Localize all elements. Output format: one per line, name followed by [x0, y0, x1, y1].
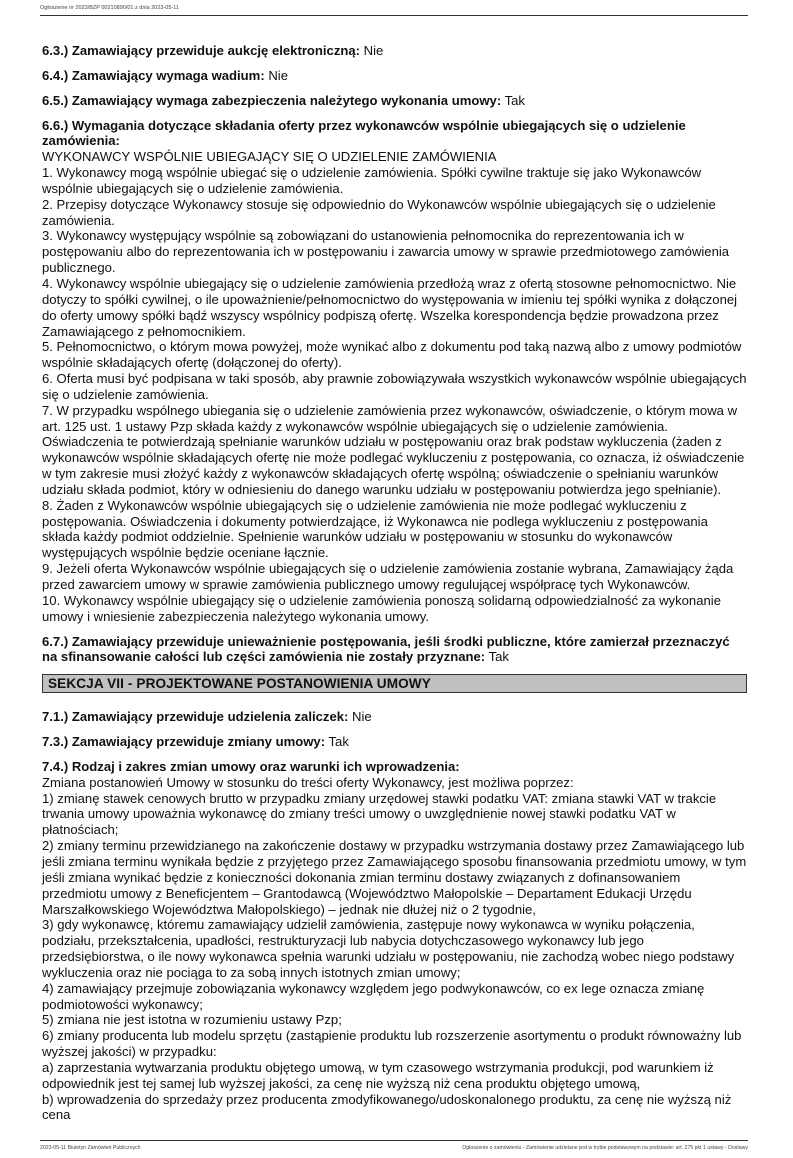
- item-7-1: [42, 709, 748, 725]
- item-value: Tak: [488, 649, 509, 665]
- item-6-4: [42, 68, 748, 84]
- paragraph: Zmiana postanowień Umowy w stosunku do treści oferty Wykonawcy, jest możliwa poprzez:: [42, 774, 574, 790]
- paragraph: 4. Wykonawcy wspólnie ubiegający się o udzielenie zamówienia przedłożą wraz z ofertą stosowne pełnomocnictwo. Nie dotyczy to spółki cywilnej, o ile upoważnienie/pełnomocnictwo do występowania w imieniu tej spółki wynika z dołączonej do oferty umowy spółki bądź wszyscy wspólnicy podpiszą ofertę. Wszelka korespondencja będzie prowadzona przez Zamawiającego z pełnomocnikiem.: [42, 275, 738, 339]
- item-value: Nie: [268, 67, 288, 83]
- paragraph: 10. Wykonawcy wspólnie ubiegający się o udzielenie zamówienia ponoszą solidarną odpowiedzialność za wykonanie umowy i wniesienie zabezpieczenia należytego wykonania umowy.: [42, 592, 721, 624]
- paragraph: 3. Wykonawcy występujący wspólnie są zobowiązani do ustanowienia pełnomocnika do reprezentowania ich w postępowaniu albo do reprezentowania ich w postępowaniu i zawarcia umowy w sprawie przedmiotowego zamówienia publicznego.: [42, 228, 730, 276]
- paragraph: b) wprowadzenia do sprzedaży przez producenta zmodyfikowanego/udoskonalonego produktu, za cenę nie wyższą niż cena: [42, 1091, 732, 1123]
- paragraph: WYKONAWCY WSPÓLNIE UBIEGAJĄCY SIĘ O UDZIELENIE ZAMÓWIENIA: [42, 149, 497, 165]
- paragraph: 5. Pełnomocnictwo, o którym mowa powyżej, może wynikać albo z dokumentu pod taką nazwą albo z umowy podmiotów wspólnie składających ofertę (dołączonej do oferty).: [42, 339, 742, 371]
- item-value: Nie: [352, 709, 372, 725]
- section-header: SEKCJA VII - PROJEKTOWANE POSTANOWIENIA UMOWY: [42, 674, 747, 693]
- item-label: 7.1.) Zamawiający przewiduje udzielenia zaliczek:: [42, 709, 349, 725]
- paragraph: a) zaprzestania wytwarzania produktu objętego umową, w tym czasowego wstrzymania produkcji, pod warunkiem iż odpowiednik jest tej samej lub wyższej jakości, za cenę nie wyższą niż cena produktu objętego umową,: [42, 1059, 714, 1091]
- item-label: 6.6.) Wymagania dotyczące składania oferty przez wykonawców wspólnie ubiegających się o udzielenie zamówienia:: [42, 117, 686, 149]
- paragraph: 7. W przypadku wspólnego ubiegania się o udzielenie zamówienia przez wykonawców, oświadczenie, o którym mowa w art. 125 ust. 1 ustawy Pzp składa każdy z wykonawców wspólnie ubiegających się o udzielenie zamówienia. Oświadczenia te potwierdzają spełnianie warunków udziału w postępowaniu oraz brak podstaw wykluczenia (żaden z wykonawców wspólnie składających ofertę nie może podlegać wykluczeniu z postępowania, co oznacza, iż oświadczenie w tym zakresie musi złożyć każdy z wykonawców składających ofertę wspólną; oświadczenie o spełnianiu warunków udziału składa podmiot, który w odniesieniu do danego warunku udziału w postępowaniu potwierdza jego spełnianie).: [42, 402, 745, 497]
- paragraph: 5) zmiana nie jest istotna w rozumieniu ustawy Pzp;: [42, 1012, 342, 1028]
- paragraph: 2. Przepisy dotyczące Wykonawcy stosuje się odpowiednio do Wykonawców wspólnie ubiegających się o udzielenie zamówienia.: [42, 196, 716, 228]
- item-label: 7.4.) Rodzaj i zakres zmian umowy oraz warunki ich wprowadzenia:: [42, 758, 460, 774]
- paragraph: 1. Wykonawcy mogą wspólnie ubiegać się o udzielenie zamówienia. Spółki cywilne traktuje się jako Wykonawców wspólnie ubiegających się o udzielenie zamówienia.: [42, 165, 702, 196]
- paragraph: 6) zmiany producenta lub modelu sprzętu (zastąpienie produktu lub rozszerzenie asortymentu o produkt równoważny lub wyższej jakości) w przypadku:: [42, 1028, 742, 1060]
- item-7-3: [42, 734, 748, 750]
- item-label: 6.3.) Zamawiający przewiduje aukcję elektroniczną:: [42, 43, 361, 58]
- page-spacer: [0, 1132, 793, 1140]
- item-6-6: [42, 118, 748, 625]
- paragraph: 2) zmiany terminu przewidzianego na zakończenie dostawy w przypadku wstrzymania dostawy przez Zamawiającego lub jeśli zmiana terminu wynikała będzie z przyjętego przez Zamawiającego sposobu finansowania przedmiotu umowy, w tym jeśli zmiana wynikać będzie z konieczności dokonania zmian terminu dostawy związanych z dofinansowaniem przedmiotu umowy z Beneficjentem – Grantodawcą (Województwo Małopolskie – Departament Edukacji Urzędu Marszałkowskiego Województwa Małopolskiego) – jednak nie dłużej niż o 2 tygodnie,: [42, 838, 747, 917]
- item-label: 7.3.) Zamawiający przewiduje zmiany umowy:: [42, 734, 326, 750]
- item-6-5: [42, 93, 748, 109]
- paragraph: 3) gdy wykonawcę, któremu zamawiający udzielił zamówienia, zastępuje nowy wykonawca w wyniku połączenia, podziału, przekształcenia, upadłości, restrukturyzacji lub nabycia dotychczasowego wykonawcy lub jego przedsiębiorstwa, o ile nowy wykonawca spełnia warunki udziału w postępowaniu, nie zachodzą wobec niego podstawy wykluczenia oraz nie pociąga to za sobą innych istotnych zmian umowy;: [42, 917, 735, 980]
- document-body: [42, 43, 748, 1132]
- item-6-7: [42, 634, 748, 666]
- item-7-4: [42, 759, 748, 1123]
- notice-number: Ogłoszenie nr 2023/BZP 00210890/01 z dnia 2023-05-11: [40, 5, 179, 11]
- page-header: [40, 4, 748, 16]
- item-label: 6.4.) Zamawiający wymaga wadium:: [42, 67, 265, 83]
- paragraph: 1) zmianę stawek cenowych brutto w przypadku zmiany urzędowej stawki podatku VAT: zmiana stawki VAT w trakcie trwania umowy upoważnia wykonawcę do zmiany treści umowy o uwzględnienie nowej stawki podatku VAT w płatnościach;: [42, 790, 717, 838]
- paragraph: 8. Żaden z Wykonawców wspólnie ubiegających się o udzielenie zamówienia nie może podlegać wykluczeniu z postępowania. Oświadczenia i dokumenty potwierdzające, iż Wykonawca nie podlega wykluczeniu z postępowania składa każdy podmiot oddzielnie. Spełnienie warunków udziału w postępowaniu w stosunku do wykonawców występujących wspólnie będzie oceniane łącznie.: [42, 497, 708, 561]
- paragraph: 9. Jeżeli oferta Wykonawców wspólnie ubiegających się o udzielenie zamówienia zostanie wybrana, Zamawiający żąda przed zawarciem umowy w sprawie zamówienia publicznego umowy regulującej współpracę tych Wykonawców.: [42, 561, 734, 592]
- paragraph: 4) zamawiający przejmuje zobowiązania wykonawcy względem jego podwykonawców, co ex lege oznacza zmianę podmiotowości wykonawcy;: [42, 980, 705, 1012]
- item-value: Tak: [328, 734, 349, 750]
- item-label: 6.7.) Zamawiający przewiduje unieważnienie postępowania, jeśli środki publiczne, które zamierzał przeznaczyć na sfinansowanie całości lub części zamówienia nie zostały przyznane:: [42, 633, 730, 665]
- item-value: Tak: [504, 92, 525, 108]
- item-label: 6.5.) Zamawiający wymaga zabezpieczenia należytego wykonania umowy:: [42, 92, 502, 108]
- item-6-3: [42, 43, 748, 59]
- paragraph: 6. Oferta musi być podpisana w taki sposób, aby prawnie zobowiązywała wszystkich wykonawców wspólnie ubiegających się o udzielenie zamówienia.: [42, 371, 747, 402]
- page-footer: [40, 1140, 748, 1152]
- footer-right: Ogłoszenie o zamówieniu - Zamówienie udzielane jest w trybie podstawowym na podstawie: art. 275 pkt 1 ustawy - Dostawy: [462, 1145, 748, 1152]
- footer-left: 2023-05-11 Biuletyn Zamówień Publicznych: [40, 1145, 141, 1152]
- item-value: Nie: [363, 43, 384, 58]
